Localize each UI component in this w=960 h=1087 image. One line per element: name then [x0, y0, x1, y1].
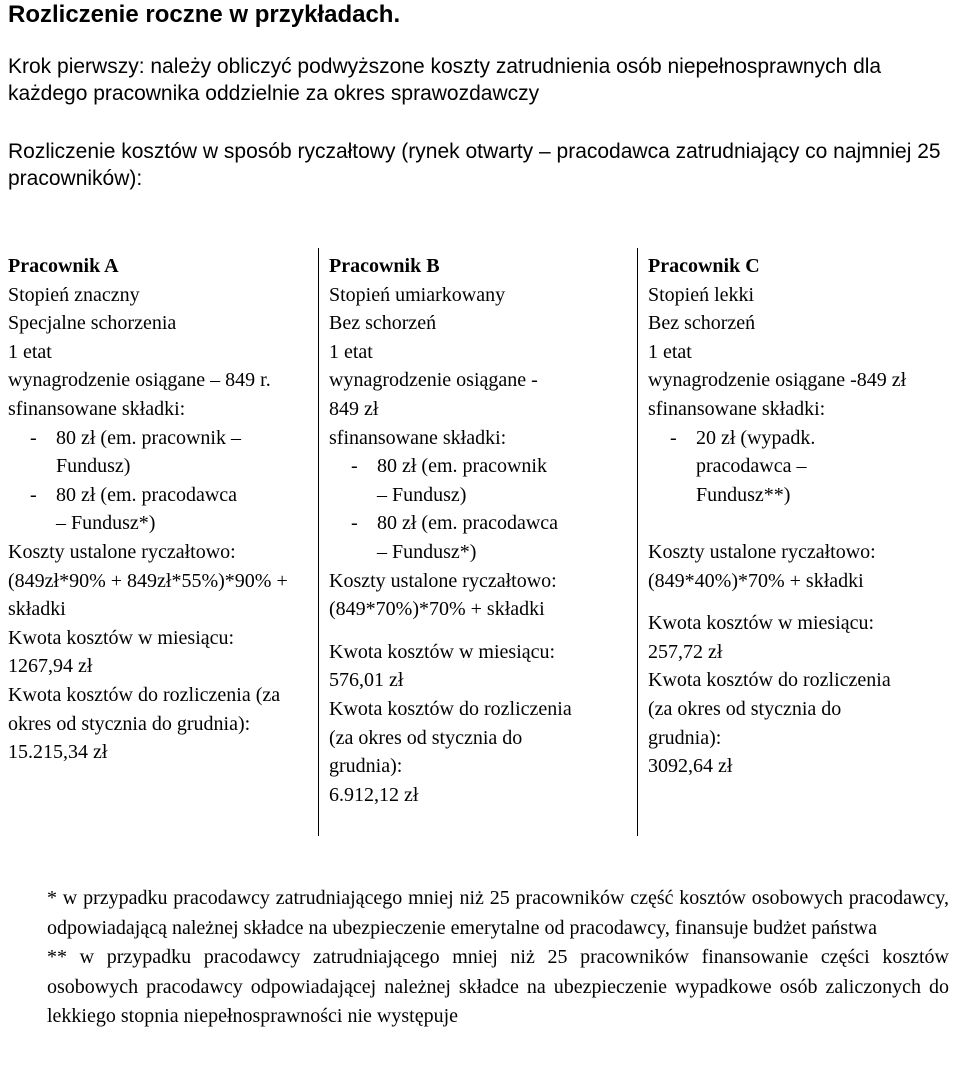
illness-info: Bez schorzeń — [648, 312, 756, 335]
contribution-text-cont: pracodawca – — [696, 455, 807, 478]
worker-name: Pracownik C — [648, 255, 760, 277]
contributions-label: sfinansowane składki: — [329, 426, 507, 449]
page-title: Rozliczenie roczne w przykładach. — [8, 1, 401, 28]
footnote-1: * w przypadku pracodawcy zatrudniającego mniej niż 25 pracowników część kosztów osobowych pracodawcy, odpowiadającą należnej składce na ubezpieczenie emerytalne od pracodawcy, finansuje budżet państwa — [47, 887, 949, 939]
column-divider — [318, 248, 319, 836]
wage-info: wynagrodzenie osiągane -849 zł — [648, 369, 907, 392]
illness-info: Specjalne schorzenia — [8, 312, 177, 335]
annual-cost-label: Kwota kosztów do rozliczenia (za okres od stycznia do grudnia): — [329, 697, 572, 778]
contributions-label: sfinansowane składki: — [648, 397, 826, 420]
illness-info: Bez schorzeń — [329, 312, 437, 335]
employment-size: 1 etat — [329, 340, 373, 363]
monthly-cost-value: 576,01 zł — [329, 669, 404, 692]
monthly-cost-label: Kwota kosztów w miesiącu: — [8, 626, 235, 649]
annual-cost-label: Kwota kosztów do rozliczenia (za okres od stycznia do grudnia): — [8, 683, 281, 735]
contribution-text-cont: Fundusz) — [56, 455, 131, 478]
fixed-cost-formula: (849*40%)*70% + składki — [648, 569, 864, 592]
footnote-2: ** w przypadku pracodawcy zatrudniającego mniej niż 25 pracowników finansowanie części kosztów osobowych pracodawcy odpowiadającej należnej składce na ubezpieczenie wypadkowe osób zaliczonych do lekkiego stopnia niepełnosprawności nie występuje — [47, 946, 949, 1027]
intro-paragraph: Krok pierwszy: należy obliczyć podwyższone koszty zatrudnienia osób niepełnosprawnych dla każdego pracownika oddzielnie za okres sprawozdawczy — [8, 55, 882, 105]
monthly-cost-label: Kwota kosztów w miesiącu: — [648, 612, 875, 635]
method-paragraph: Rozliczenie kosztów w sposób ryczałtowy (rynek otwarty – pracodawca zatrudniający co najmniej 25 pracowników): — [8, 140, 941, 190]
annual-cost-label: Kwota kosztów do rozliczenia (za okres od stycznia do grudnia): — [648, 669, 891, 749]
fixed-cost-label: Koszty ustalone ryczałtowo: — [8, 540, 236, 563]
fixed-cost-formula: (849*70%)*70% + składki — [329, 598, 545, 621]
bullet-dash: - — [30, 426, 37, 449]
contribution-text: 80 zł (em. pracodawca — [56, 483, 238, 506]
annual-cost-value: 6.912,12 zł — [329, 783, 419, 806]
fixed-cost-formula: (849zł*90% + 849zł*55%)*90% + składki — [8, 569, 288, 621]
bullet-dash: - — [351, 512, 358, 535]
worker-column-b — [329, 252, 629, 809]
disability-degree: Stopień umiarkowany — [329, 283, 506, 306]
disability-degree: Stopień znaczny — [8, 283, 140, 306]
workers-table — [0, 248, 960, 836]
contribution-text: 20 zł (wypadk. — [696, 426, 816, 449]
employment-size: 1 etat — [648, 340, 692, 363]
monthly-cost-value: 1267,94 zł — [8, 655, 93, 678]
fixed-cost-label: Koszty ustalone ryczałtowo: — [648, 540, 876, 563]
employment-size: 1 etat — [8, 340, 52, 363]
worker-column-c — [648, 252, 953, 781]
contribution-text: 80 zł (em. pracownik – — [56, 426, 241, 449]
contribution-text-cont: – Fundusz) — [377, 483, 467, 506]
contributions-label: sfinansowane składki: — [8, 397, 186, 420]
contribution-item — [8, 424, 314, 453]
monthly-cost-label: Kwota kosztów w miesiącu: — [329, 640, 556, 663]
wage-info: wynagrodzenie osiągane – 849 r. — [8, 369, 271, 392]
contribution-item — [648, 424, 953, 453]
bullet-dash: - — [30, 483, 37, 506]
contribution-text: 80 zł (em. pracodawca — [377, 512, 559, 535]
contribution-text-cont: Fundusz**) — [696, 483, 791, 506]
contribution-item — [329, 452, 629, 481]
contribution-item — [329, 509, 629, 538]
contribution-text-cont: – Fundusz*) — [377, 540, 477, 563]
bullet-dash: - — [351, 455, 358, 478]
worker-name: Pracownik B — [329, 255, 440, 277]
worker-name: Pracownik A — [8, 255, 119, 277]
monthly-cost-value: 257,72 zł — [648, 640, 723, 663]
disability-degree: Stopień lekki — [648, 283, 755, 306]
wage-info: wynagrodzenie osiągane - 849 zł — [329, 369, 538, 420]
column-divider — [637, 248, 638, 836]
contribution-item — [8, 481, 314, 510]
contribution-text-cont: – Fundusz*) — [56, 512, 156, 535]
annual-cost-value: 15.215,34 zł — [8, 741, 108, 764]
bullet-dash: - — [670, 426, 677, 449]
footnotes — [47, 884, 949, 1032]
worker-column-a — [8, 252, 314, 767]
contribution-text: 80 zł (em. pracownik — [377, 455, 547, 478]
annual-cost-value: 3092,64 zł — [648, 755, 733, 778]
fixed-cost-label: Koszty ustalone ryczałtowo: — [329, 569, 557, 592]
